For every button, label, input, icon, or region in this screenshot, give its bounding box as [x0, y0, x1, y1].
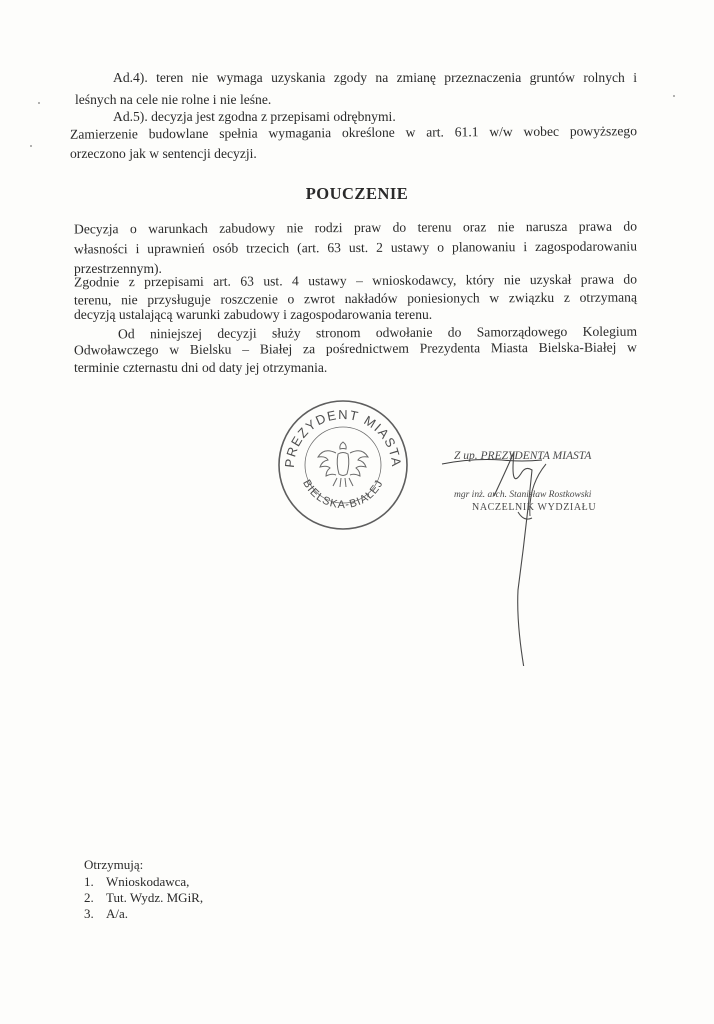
pouczenie-p1-line-2: własności i uprawnień osób trzecich (art. 63 ust. 2 ustawy o planowaniu i zagospodarowaniu [73, 238, 638, 257]
pouczenie-p2-line-3: decyzją ustalającą warunki zabudowy i zagospodarowania terenu. [74, 307, 433, 322]
pouczenie-p3-line-2: Odwoławczego w Bielsku – Białej za pośrednictwem Prezydenta Miasta Bielska-Białej w [73, 339, 638, 358]
signature-block [434, 436, 674, 666]
scan-speck [30, 145, 32, 147]
recipient-item: 3. A/a. [84, 906, 129, 921]
recipient-item: 2. Tut. Wydz. MGiR, [84, 890, 204, 905]
ad5-line: Ad.5). decyzja jest zgodna z przepisami odrębnymi. [113, 109, 396, 124]
scan-speck [38, 102, 40, 104]
pouczenie-p2-line-1: Zgodnie z przepisami art. 63 ust. 4 ustawy – wnioskodawcy, który nie uzyskał prawa do [73, 271, 638, 290]
signature-position: NACZELNIK WYDZIAŁU [472, 502, 597, 513]
pouczenie-p3-line-1: Od niniejszej decyzji służy stronom odwołanie do Samorządowego Kolegium [117, 323, 638, 342]
signature-name: mgr inż. arch. Stanisław Rostkowski [454, 490, 592, 500]
seal-text-bottom: BIELSKA-BIAŁEJ [300, 477, 386, 512]
conclusion-line-2: orzeczono jak w sentencji decyzji. [70, 146, 257, 161]
pouczenie-p1-line-1: Decyzja o warunkach zabudowy nie rodzi praw do terenu oraz nie narusza prawa do [73, 218, 638, 237]
pouczenie-p2-line-2: terenu, nie przysługuje roszczenie o zwrot nakładów poniesionych w związku z otrzymaną [73, 289, 638, 308]
pouczenie-title: POUCZENIE [305, 184, 409, 203]
recipient-item: 1. Wnioskodawca, [84, 874, 190, 889]
ad4-line-2: leśnych na cele nie rolne i nie leśne. [75, 92, 272, 107]
handwritten-signature-icon [434, 436, 674, 666]
pouczenie-p1-line-3: przestrzennym). [74, 261, 162, 276]
eagle-emblem-icon [318, 442, 368, 487]
recipients-heading: Otrzymują: [84, 857, 144, 872]
ad4-line-1: Ad.4). teren nie wymaga uzyskania zgody na zmianę przeznaczenia gruntów rolnych i [113, 70, 637, 85]
scan-speck [673, 95, 675, 97]
signature-by-order: Z up. PREZYDENTA MIASTA [454, 450, 592, 462]
conclusion-line-1: Zamierzenie budowlane spełnia wymagania określone w art. 61.1 w/w wobec powyższego [69, 123, 638, 142]
seal-text-top: PREZYDENT MIASTA [281, 406, 405, 469]
official-seal-stamp [276, 398, 410, 532]
pouczenie-p3-line-3: terminie czternastu dni od daty jej otrzymania. [74, 360, 328, 375]
